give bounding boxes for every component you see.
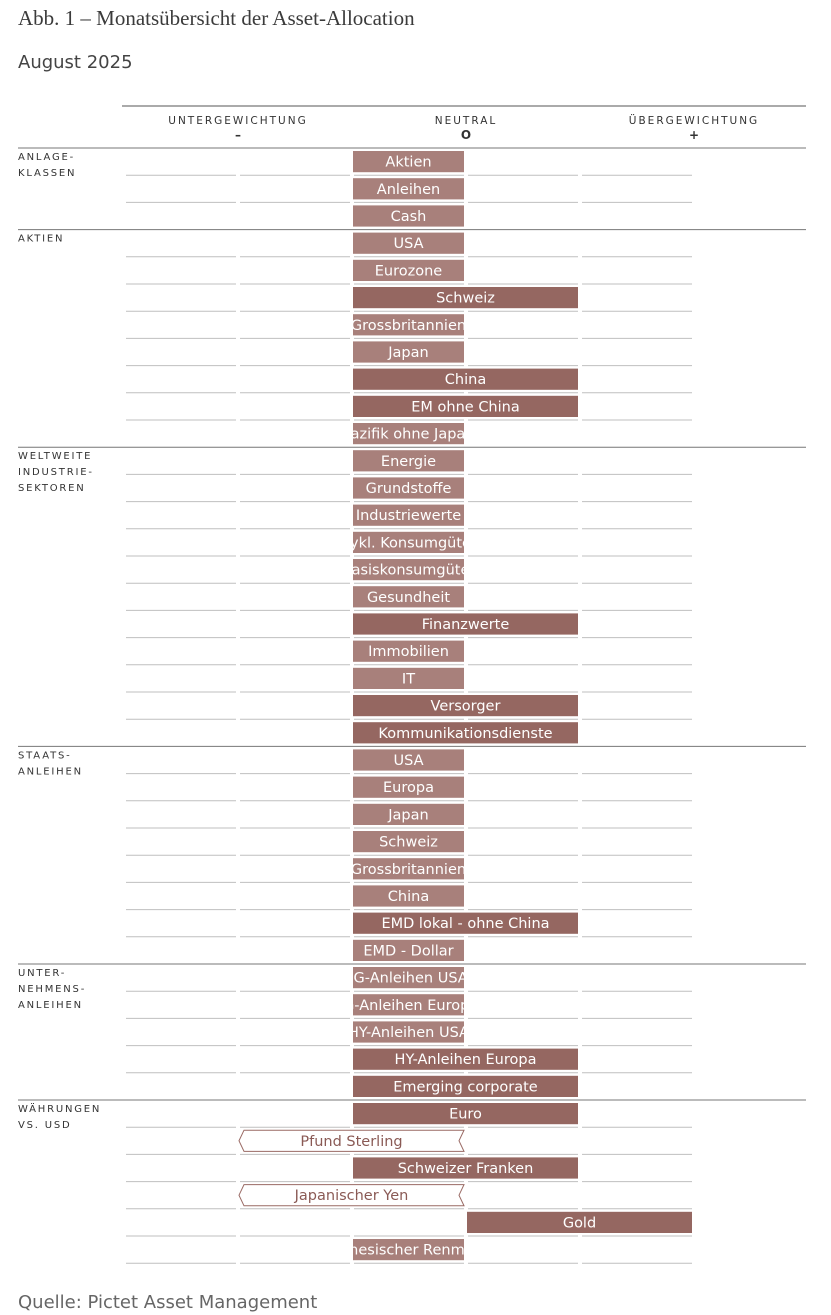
bar-label: Gold [562,1215,597,1232]
bar-label: EMD - Dollar [363,943,454,960]
bar-label: Kommunikationsdienste [378,725,553,742]
bar-label: IT [401,671,416,688]
section-label: UNTER- [18,968,67,979]
bar-label: Schweiz [379,834,438,851]
section-label: WÄHRUNGEN [18,1104,102,1115]
bar-label: IG-Anleihen USA [349,970,468,987]
bar-label: Japan [388,807,429,824]
bar-label: Schweizer Franken [397,1161,534,1177]
bar-label: Grundstoffe [365,481,452,497]
section-label: VS. USD [18,1120,72,1131]
bar-label: China [444,372,487,389]
bar-label: Energie [380,453,437,470]
column-symbol: O [460,128,472,142]
bar-label: Versorger [430,698,501,715]
bar-label: Pfund Sterling [300,1133,403,1150]
bar-label: Anleihen [376,181,441,198]
bar-label: EMD lokal - ohne China [381,916,550,933]
bar-label: Grossbritannien [350,861,467,878]
section-label: INDUSTRIE- [18,467,94,479]
bar-label: Europa [383,780,434,797]
bar-label: Basiskonsumgüter [341,562,476,579]
bar-label: Schweiz [436,290,495,307]
column-header: NEUTRAL [434,115,498,127]
chart-subtitle: August 2025 [18,52,133,73]
section-label: WELTWEITE [18,451,93,463]
bar-label: Cash [390,209,427,225]
section-label: ANLEIHEN [18,766,83,778]
bar-label: Zykl. Konsumgüter [340,535,477,552]
bar-label: IG-Anleihen Europa [338,997,479,1014]
bar-label: HY-Anleihen Europa [394,1052,537,1069]
bar-label: USA [393,236,424,253]
section-label: STAATS- [18,750,72,762]
bar-label: Industriewerte [355,508,462,525]
bar-label: Aktien [385,154,432,171]
column-symbol: – [235,128,241,142]
section-label: KLASSEN [18,168,77,179]
section-label: AKTIEN [18,233,65,245]
bar-label: Grossbritannien [350,317,467,334]
bar-label: Emerging corporate [393,1079,538,1096]
bar-label: EM ohne China [411,399,520,416]
bar-label: Japan [388,345,429,361]
bar-label: Chinesischer Renminbi [325,1242,492,1259]
column-header: ÜBERGEWICHTUNG [628,115,760,127]
section-label: SEKTOREN [18,483,86,495]
bar-label: China [387,889,430,905]
bar-label: USA [393,753,424,769]
bar-label: Eurozone [374,263,443,280]
section-label: NEHMENS- [18,984,87,995]
column-header: UNTERGEWICHTUNG [168,115,308,127]
bar-label: Pazifik ohne Japan [342,426,475,443]
chart-title: Abb. 1 – Monatsübersicht der Asset-Allocation [18,6,415,30]
bar-label: Finanzwerte [421,617,510,633]
bar-label: Euro [449,1106,482,1123]
column-symbol: + [688,128,700,142]
bar-label: HY-Anleihen USA [348,1025,469,1041]
section-label: ANLAGE- [18,152,76,163]
section-label: ANLEIHEN [18,1000,83,1011]
bar-label: Gesundheit [366,589,451,606]
bar-label: Immobilien [368,644,449,661]
bar-label: Japanischer Yen [294,1188,409,1205]
source-note: Quelle: Pictet Asset Management [18,1292,318,1313]
